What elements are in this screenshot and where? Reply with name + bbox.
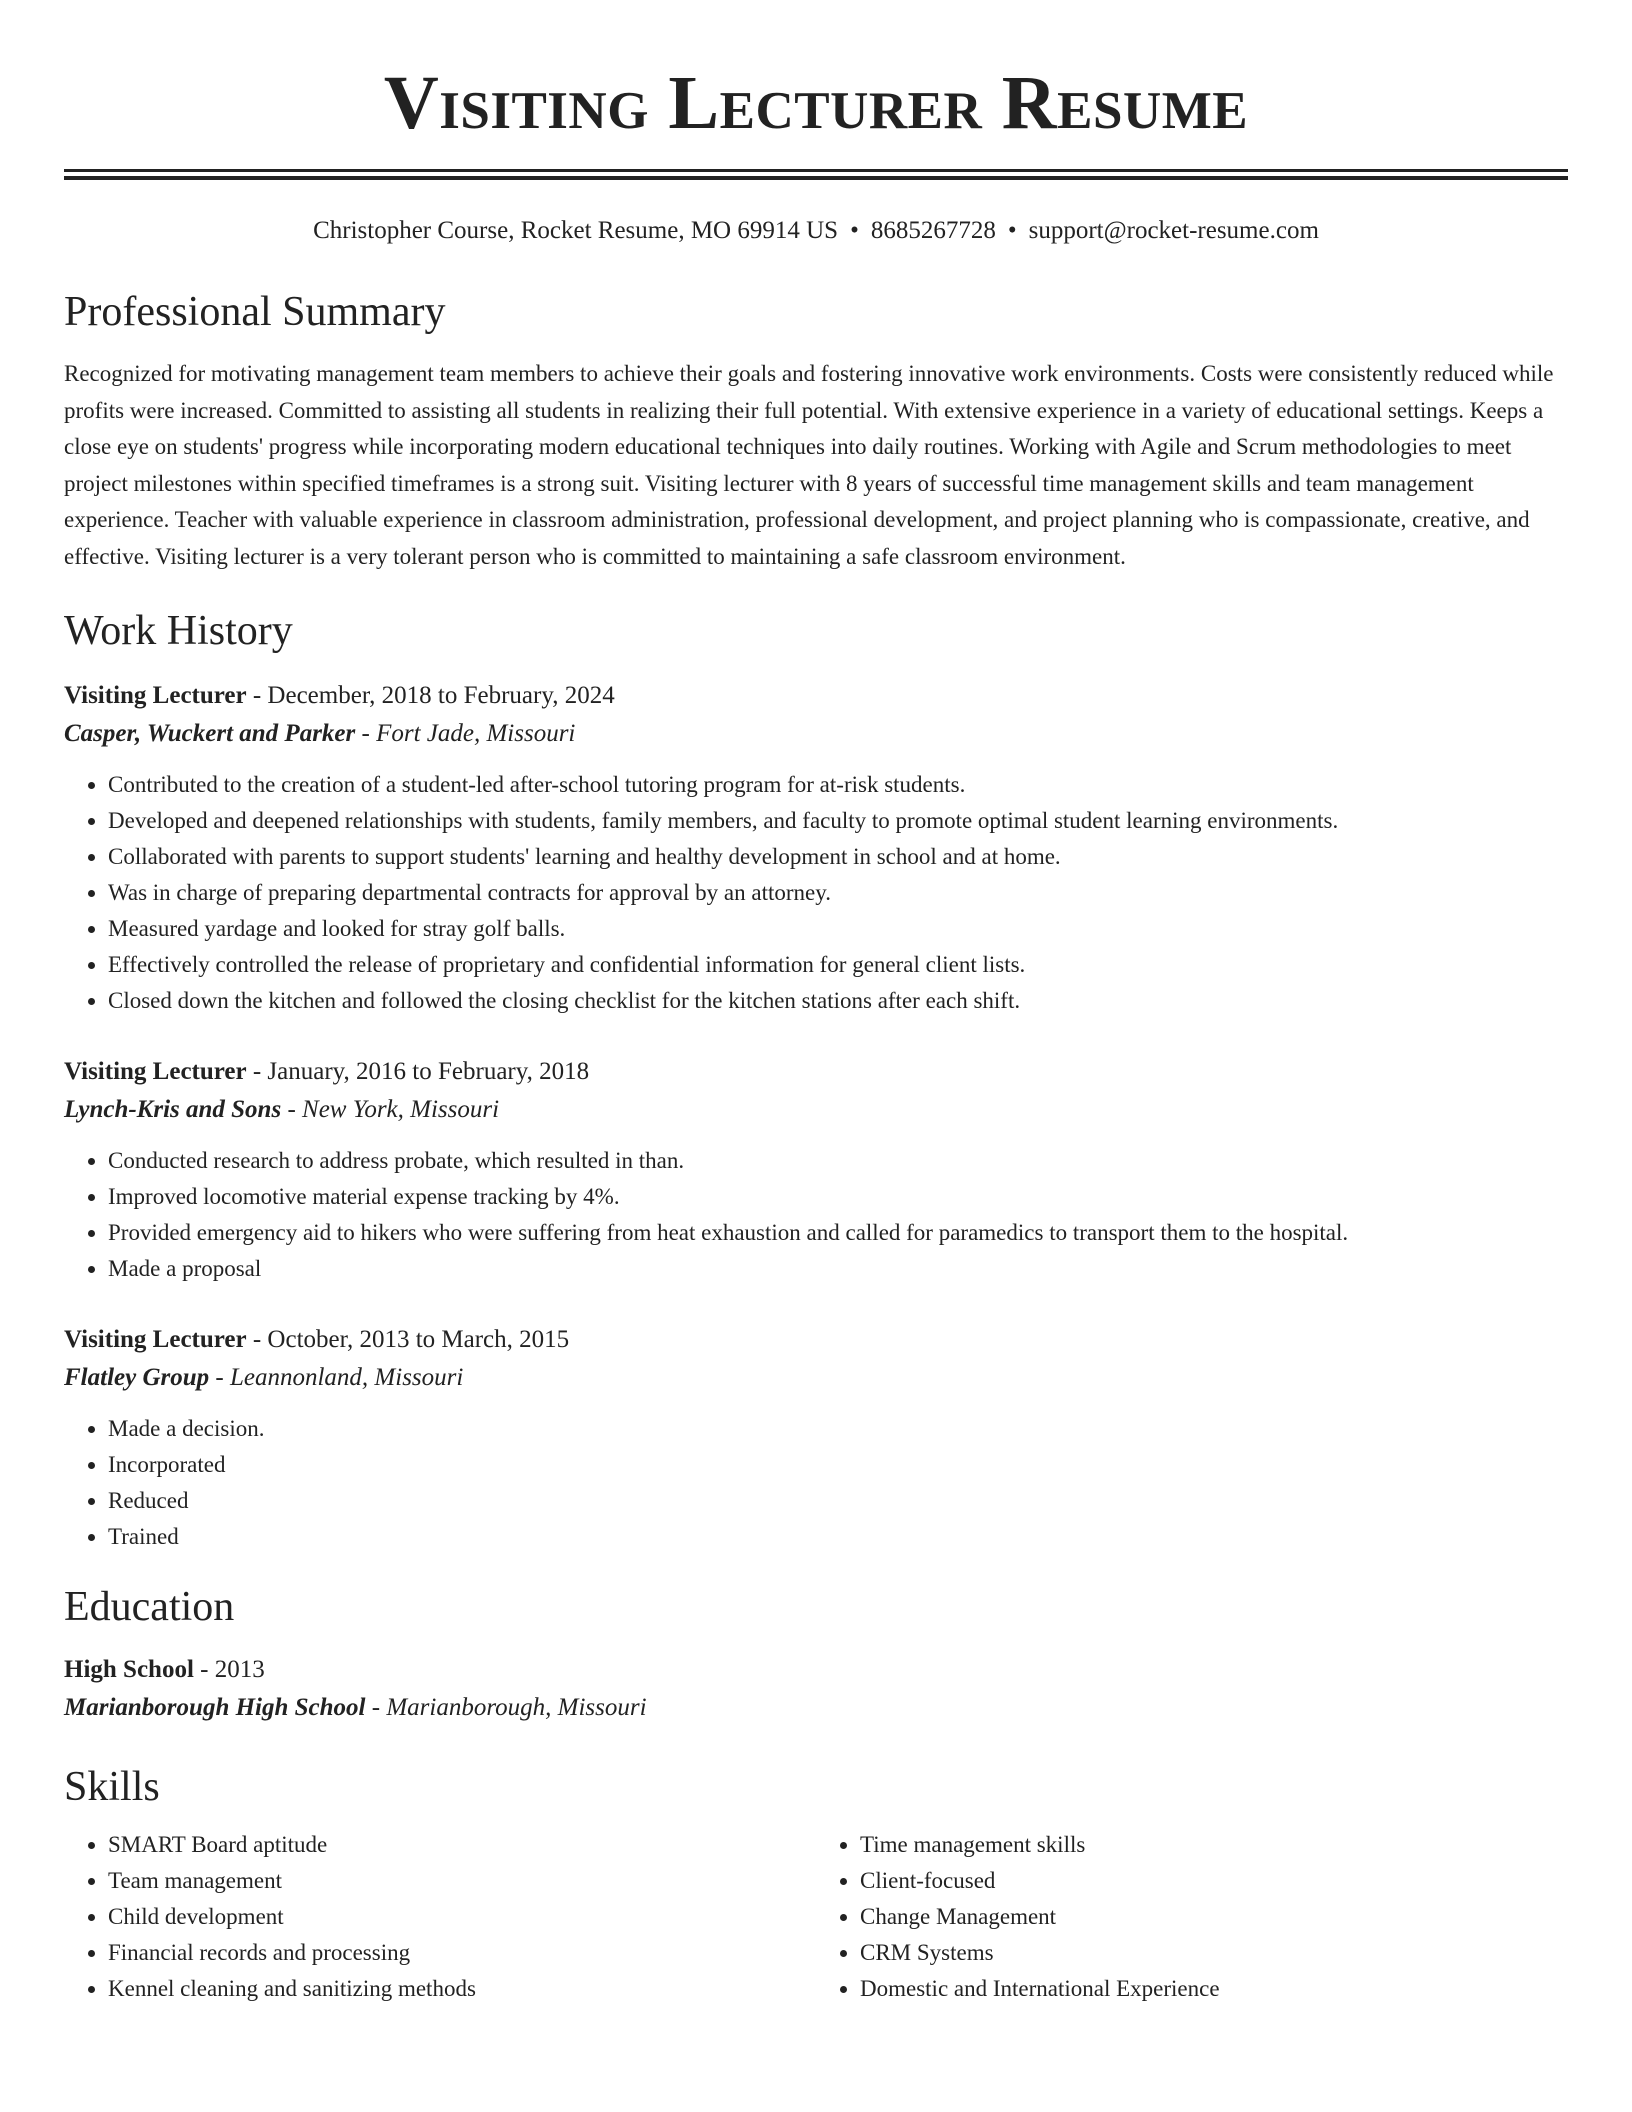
job-location: - New York, Missouri — [281, 1096, 500, 1123]
job-bullets — [64, 1411, 1568, 1555]
job-dates: - December, 2018 to February, 2024 — [246, 682, 615, 709]
job-bullet: • Contributed to the creation of a student-led after-school tutoring program for at-risk students. — [108, 767, 1568, 803]
education-school-line — [64, 1689, 1568, 1727]
education-heading: Education — [64, 1584, 235, 1630]
job-title-line — [64, 677, 1568, 715]
job-bullet: • Reduced — [108, 1483, 1568, 1519]
job-dates: - January, 2016 to February, 2018 — [246, 1058, 590, 1085]
education-entry — [64, 1651, 1568, 1727]
education-location: - Marianborough, Missouri — [365, 1694, 647, 1721]
education-degree: High School — [64, 1656, 194, 1683]
skill-item: • Kennel cleaning and sanitizing methods — [108, 1971, 816, 2007]
job-company-line — [64, 715, 1568, 753]
work-history-heading: Work History — [64, 608, 293, 654]
job-entry — [64, 677, 1568, 1019]
skills-heading: Skills — [64, 1764, 160, 1810]
job-bullet: • Measured yardage and looked for stray golf balls. — [108, 911, 1568, 947]
job-entry — [64, 1321, 1568, 1555]
contact-separator: • — [1007, 217, 1017, 244]
job-title-line — [64, 1053, 1568, 1091]
skill-item: • Time management skills — [860, 1827, 1568, 1863]
job-bullet: • Collaborated with parents to support students' learning and healthy development in school and at home. — [108, 839, 1568, 875]
skill-item: • Client-focused — [860, 1863, 1568, 1899]
job-location: - Leannonland, Missouri — [209, 1364, 464, 1391]
job-dates: - October, 2013 to March, 2015 — [246, 1326, 570, 1353]
job-bullet: • Trained — [108, 1519, 1568, 1555]
contact-email[interactable]: support@rocket-resume.com — [1028, 217, 1319, 244]
summary-heading: Professional Summary — [64, 289, 446, 335]
job-bullet: • Incorporated — [108, 1447, 1568, 1483]
job-bullets — [64, 767, 1568, 1019]
job-role: Visiting Lecturer — [64, 682, 247, 709]
job-bullet: • Effectively controlled the release of proprietary and confidential information for general client lists. — [108, 947, 1568, 983]
education-school: Marianborough High School — [64, 1694, 366, 1721]
contact-separator: • — [850, 217, 859, 244]
job-location: - Fort Jade, Missouri — [355, 720, 576, 747]
skills-column-right — [816, 1827, 1568, 2007]
job-bullets — [64, 1143, 1568, 1287]
job-company-line — [64, 1359, 1568, 1397]
contact-line — [64, 216, 1568, 246]
job-role: Visiting Lecturer — [64, 1326, 247, 1353]
skill-item: • Domestic and International Experience — [860, 1971, 1568, 2007]
job-company: Lynch-Kris and Sons — [64, 1096, 282, 1123]
resume-title: Visiting Lecturer Resume — [383, 61, 1249, 145]
job-role: Visiting Lecturer — [64, 1058, 247, 1085]
job-company: Flatley Group — [64, 1364, 210, 1391]
education-degree-line — [64, 1651, 1568, 1689]
job-company: Casper, Wuckert and Parker — [64, 720, 356, 747]
job-title-line — [64, 1321, 1568, 1359]
summary-text: Recognized for motivating management team members to achieve their goals and fostering innovative work environments. Costs were consistently reduced while profits were increased. Committed to assisting all students in realizing their full potential. With extensive experience in a variety of educational settings. Keeps a close eye on students' progress while incorporating modern educational techniques into daily routines. Working with Agile and Scrum methodologies to meet project milestones within specified timeframes is a strong suit. Visiting lecturer with 8 years of successful time management skills and team management experience. Teacher with valuable experience in classroom administration, professional development, and project planning who is compassionate, creative, and effective. Visiting lecturer is a very tolerant person who is committed to maintaining a safe classroom environment. — [64, 361, 1554, 569]
skill-item: • CRM Systems — [860, 1935, 1568, 1971]
skill-item: • Team management — [108, 1863, 816, 1899]
job-bullet: • Improved locomotive material expense tracking by 4%. — [108, 1179, 1568, 1215]
contact-address: Christopher Course, Rocket Resume, MO 69914 US — [313, 217, 839, 244]
skill-item: • Financial records and processing — [108, 1935, 816, 1971]
job-entry — [64, 1053, 1568, 1287]
job-bullet: • Made a proposal — [108, 1251, 1568, 1287]
job-bullet: • Developed and deepened relationships with students, family members, and faculty to promote optimal student learning environments. — [108, 803, 1568, 839]
skill-item: • Change Management — [860, 1899, 1568, 1935]
job-bullet: • Made a decision. — [108, 1411, 1568, 1447]
skills-column-left — [64, 1827, 816, 2007]
job-bullet: • Was in charge of preparing departmental contracts for approval by an attorney. — [108, 875, 1568, 911]
job-bullet: • Closed down the kitchen and followed the closing checklist for the kitchen stations after each shift. — [108, 983, 1568, 1019]
job-company-line — [64, 1091, 1568, 1129]
skill-item: • SMART Board aptitude — [108, 1827, 816, 1863]
job-bullet: • Provided emergency aid to hikers who were suffering from heat exhaustion and called for paramedics to transport them to the hospital. — [108, 1215, 1568, 1251]
skills-grid — [64, 1827, 1568, 2007]
job-bullet: • Conducted research to address probate, which resulted in than. — [108, 1143, 1568, 1179]
title-divider — [64, 169, 1568, 180]
skill-item: • Child development — [108, 1899, 816, 1935]
contact-phone: 8685267728 — [870, 217, 996, 244]
education-year: - 2013 — [193, 1656, 265, 1683]
